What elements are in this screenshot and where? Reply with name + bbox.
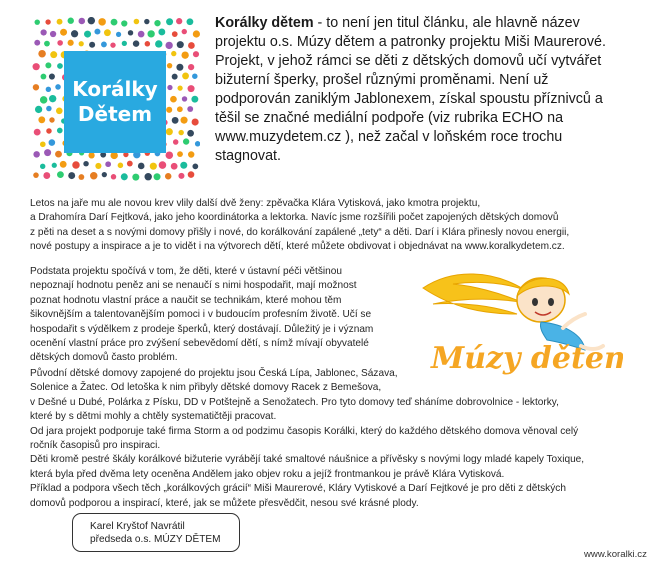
decorative-dot: [171, 51, 176, 56]
decorative-dot: [172, 31, 178, 37]
decorative-dot: [177, 41, 184, 48]
decorative-dot: [57, 40, 63, 46]
text-line: ročník časopisů pro inspiraci.: [30, 440, 161, 452]
decorative-dot: [193, 51, 199, 57]
text-line: Od jara projekt podporuje také firma Storm a od podzimu časopis Korálki, který do každého dětského domova věnoval celý: [30, 425, 579, 437]
decorative-dot: [192, 73, 197, 78]
muzy-detem-logo: [413, 258, 623, 378]
decorative-dot: [79, 41, 84, 46]
decorative-dot: [84, 31, 91, 38]
paragraph-1: [30, 197, 630, 255]
text-line: Příklad a podpora všech těch „korálkových grácií“ Miši Maurerové, Kláry Vytiskové a Darí Fejtkové je pro děti z dětských: [30, 483, 566, 495]
decorative-dot: [191, 96, 198, 103]
decorative-dot: [187, 106, 193, 112]
decorative-dot: [177, 86, 182, 91]
decorative-dot: [173, 139, 178, 144]
decorative-dot: [188, 64, 194, 70]
decorative-dot: [71, 30, 78, 37]
decorative-dot: [105, 161, 111, 167]
decorative-dot: [57, 128, 63, 134]
text-line: Podstata projektu spočívá v tom, že děti, které v ústavní péči většinou: [30, 266, 342, 277]
decorative-dot: [89, 42, 95, 48]
decorative-dot: [49, 117, 54, 122]
text-line: Původní dětské domovy zapojené do projektu jsou Česká Lípa, Jablonec, Sázava,: [30, 368, 398, 379]
logo-line1: Korálky: [72, 77, 158, 101]
decorative-dot: [60, 161, 67, 168]
decorative-dot: [183, 138, 189, 144]
muzy-logo-text: Múzy dětem: [431, 341, 623, 376]
decorative-dot: [166, 128, 173, 135]
decorative-dot: [40, 164, 45, 169]
intro-text: - to není jen titul článku, ale hlavně název projektu o.s. Múzy dětem a patronky projektu Miši Maurerové. Projekt, v jehož rámci se děti z dětských domovů učí vytvářet bižuterní šperky, prošel různými proměnami. Není už podporován zaniklým Jablonexem, získal spoustu příznivců a těšil se značné mediální podpoře (viz rubrika ECHO na www.muzydetem.cz ), než začal v loňském roce trochu stagnovat.: [215, 15, 606, 164]
decorative-dot: [46, 87, 51, 92]
decorative-dot: [46, 106, 52, 112]
decorative-dot: [127, 161, 133, 167]
decorative-dot: [33, 172, 39, 178]
signature-name: Karel Kryštof Navrátil: [90, 521, 185, 532]
decorative-dot: [138, 31, 145, 38]
decorative-dot: [68, 40, 74, 46]
decorative-dot: [38, 116, 45, 123]
decorative-dot: [57, 171, 64, 178]
decorative-dot: [79, 18, 86, 25]
signature-role: předseda o.s. MÚZY DĚTEM: [90, 534, 221, 545]
decorative-dot: [95, 163, 101, 169]
decorative-dot: [165, 173, 171, 179]
decorative-dot: [144, 173, 151, 180]
decorative-dot: [170, 96, 177, 103]
decorative-dot: [188, 171, 195, 178]
decorative-dot: [182, 73, 189, 80]
decorative-dot: [33, 151, 40, 158]
text-line: Děti kromě pestré škály korálkové bižuterie vyrábějí také smaltové náušnice a přívěsky s novými logy mladé kapely Toxique,: [30, 454, 585, 466]
decorative-dot: [68, 18, 74, 24]
decorative-dot: [147, 30, 154, 37]
decorative-dot: [56, 107, 63, 114]
text-line: která byla před dvěma lety oceněna Andělem jako objev roku a jejíž frontmankou je právě Klára Vytisková.: [30, 468, 505, 480]
decorative-dot: [88, 152, 94, 158]
decorative-dot: [35, 19, 40, 24]
decorative-dot: [166, 107, 172, 113]
decorative-dot: [116, 32, 121, 37]
decorative-dot: [44, 149, 51, 156]
decorative-dot: [90, 172, 97, 179]
decorative-dot: [159, 161, 167, 169]
decorative-dot: [172, 117, 179, 124]
decorative-dot: [55, 151, 62, 158]
decorative-dot: [178, 130, 183, 135]
text-line: které by s dětmi mohly a chtěly systematičtěji pracovat.: [30, 411, 277, 423]
decorative-dot: [144, 19, 149, 24]
decorative-dot: [180, 162, 187, 169]
decorative-dot: [155, 40, 162, 47]
decorative-dot: [33, 63, 40, 70]
koralky-detem-logo: [30, 17, 200, 187]
decorative-dot: [46, 128, 52, 134]
decorative-dot: [41, 29, 47, 35]
decorative-dot: [181, 117, 188, 124]
decorative-dot: [178, 173, 184, 179]
decorative-dot: [78, 174, 84, 180]
intro-paragraph: [215, 14, 625, 166]
decorative-dot: [110, 42, 115, 47]
paragraph-3: [30, 367, 642, 511]
decorative-dot: [43, 172, 50, 179]
decorative-dot: [40, 141, 46, 147]
decorative-dot: [52, 163, 57, 168]
paragraph-2: [30, 265, 380, 366]
decorative-dot: [34, 129, 41, 136]
decorative-dot: [49, 139, 56, 146]
decorative-dot: [88, 17, 95, 24]
text-line: nové postupy a inspirace a je to vidět i na výtvorech dětí, které můžete obdivovat i objednávat na www.koralkydetem.cz.: [30, 241, 565, 253]
decorative-dot: [35, 106, 42, 113]
decorative-dot: [111, 174, 116, 179]
decorative-dot: [154, 20, 160, 26]
signature-box: [72, 513, 240, 552]
decorative-dot: [101, 41, 107, 47]
logo-line2: Dětem: [77, 102, 153, 126]
text-line: Solenice a Žatec. Od letoška k nim přibyly dětské domovy Racek z Bemešova,: [30, 382, 382, 394]
text-line: z pěti na deset a s novými domovy přišly i nové, do korálkování zapálené „tety“ a děti. Darí i Klára přinesly novou energii,: [30, 226, 570, 238]
decorative-dot: [57, 19, 63, 25]
text-line: ocenění vlastní práce pro zvýšení sebevědomí dětí, s nímž mívají obyvatelé: [30, 338, 369, 350]
decorative-dot: [83, 161, 88, 166]
decorative-dot: [187, 130, 194, 137]
decorative-dot: [133, 40, 139, 46]
decorative-dot: [193, 30, 200, 37]
decorative-dot: [111, 19, 118, 26]
decorative-dot: [145, 41, 150, 46]
decorative-dot: [49, 95, 56, 102]
decorative-dot: [104, 29, 111, 36]
decorative-dot: [122, 41, 127, 46]
decorative-dot: [44, 41, 50, 47]
decorative-dot: [49, 74, 55, 80]
decorative-dot: [40, 96, 47, 103]
decorative-dot: [98, 18, 105, 25]
decorative-dot: [45, 19, 50, 24]
footer-url: www.koralki.cz: [584, 549, 647, 560]
decorative-dot: [45, 62, 51, 68]
decorative-dot: [166, 18, 173, 25]
decorative-dot: [60, 29, 67, 36]
decorative-dot: [121, 20, 127, 26]
text-line: a Drahomíra Darí Fejtková, jako jeho koordinátorka a lektorka. Navíc jsme rozšířili počet zapojených dětských domovů: [30, 212, 559, 224]
decorative-dot: [50, 31, 56, 37]
text-line: v Dešné u Dubé, Polárka z Písku, DD v Potštejně a Senožatech. Pro tyto domovy teď sháníme dobrovolnice - lektorky,: [30, 396, 559, 408]
decorative-dot: [121, 173, 128, 180]
decorative-dot: [154, 173, 161, 180]
decorative-dot: [132, 174, 139, 181]
decorative-dot: [188, 85, 195, 92]
decorative-dot: [102, 172, 107, 177]
logo-badge: [64, 51, 166, 153]
text-line: poznat hodnotu vlastní práce a naučit se technikám, které mohou těm: [30, 294, 342, 306]
decorative-dot: [57, 63, 63, 69]
decorative-dot: [68, 172, 75, 179]
decorative-dot: [158, 29, 165, 36]
text-line: šikovnějším a talentovanějším pomoci i v budoucím profesním životě. Učí se: [30, 309, 372, 321]
decorative-dot: [118, 163, 124, 169]
decorative-dot: [128, 30, 133, 35]
text-line: domovů podporou a inspirací, které, jak se můžete přesvědčit, nesou své krásné plody.: [30, 497, 419, 509]
decorative-dot: [177, 151, 183, 157]
decorative-dot: [33, 84, 39, 90]
decorative-dot: [38, 50, 46, 58]
decorative-dot: [186, 18, 193, 25]
decorative-dot: [167, 63, 172, 68]
text-line: Letos na jaře mu ale novou krev vlily další dvě ženy: zpěvačka Klára Vytisková, jako kmotra projektu,: [30, 198, 481, 209]
text-line: hospodařit s výdělkem z prodeje šperků, který dostávají. Důležitý je i význam: [30, 323, 374, 335]
decorative-dot: [167, 85, 172, 90]
text-line: dětských domovů často problém.: [30, 352, 178, 364]
decorative-dot: [138, 163, 145, 170]
decorative-dot: [134, 19, 140, 25]
decorative-dot: [177, 106, 183, 112]
decorative-dot: [181, 51, 188, 58]
muzy-illustration: [413, 258, 623, 378]
decorative-dot: [176, 64, 183, 71]
decorative-dot: [192, 164, 198, 170]
decorative-dot: [176, 18, 182, 24]
decorative-dot: [192, 118, 199, 125]
decorative-dot: [172, 74, 178, 80]
decorative-dot: [188, 42, 195, 49]
decorative-dot: [165, 42, 172, 49]
decorative-dot: [182, 29, 187, 34]
decorative-dot: [94, 29, 100, 35]
decorative-dot: [34, 40, 40, 46]
intro-lead: Korálky dětem: [215, 15, 314, 31]
decorative-dot: [171, 163, 178, 170]
decorative-dot: [41, 74, 47, 80]
decorative-dot: [150, 163, 157, 170]
decorative-dot: [182, 96, 187, 101]
decorative-dot: [195, 141, 200, 146]
decorative-dot: [55, 84, 61, 90]
decorative-dot: [50, 51, 57, 58]
decorative-dot: [72, 161, 79, 168]
text-line: nepoznají hodnotu peněz ani se nenaučí s nimi hospodařit, mají možnost: [30, 280, 357, 292]
decorative-dot: [166, 151, 174, 159]
decorative-dot: [188, 151, 194, 157]
